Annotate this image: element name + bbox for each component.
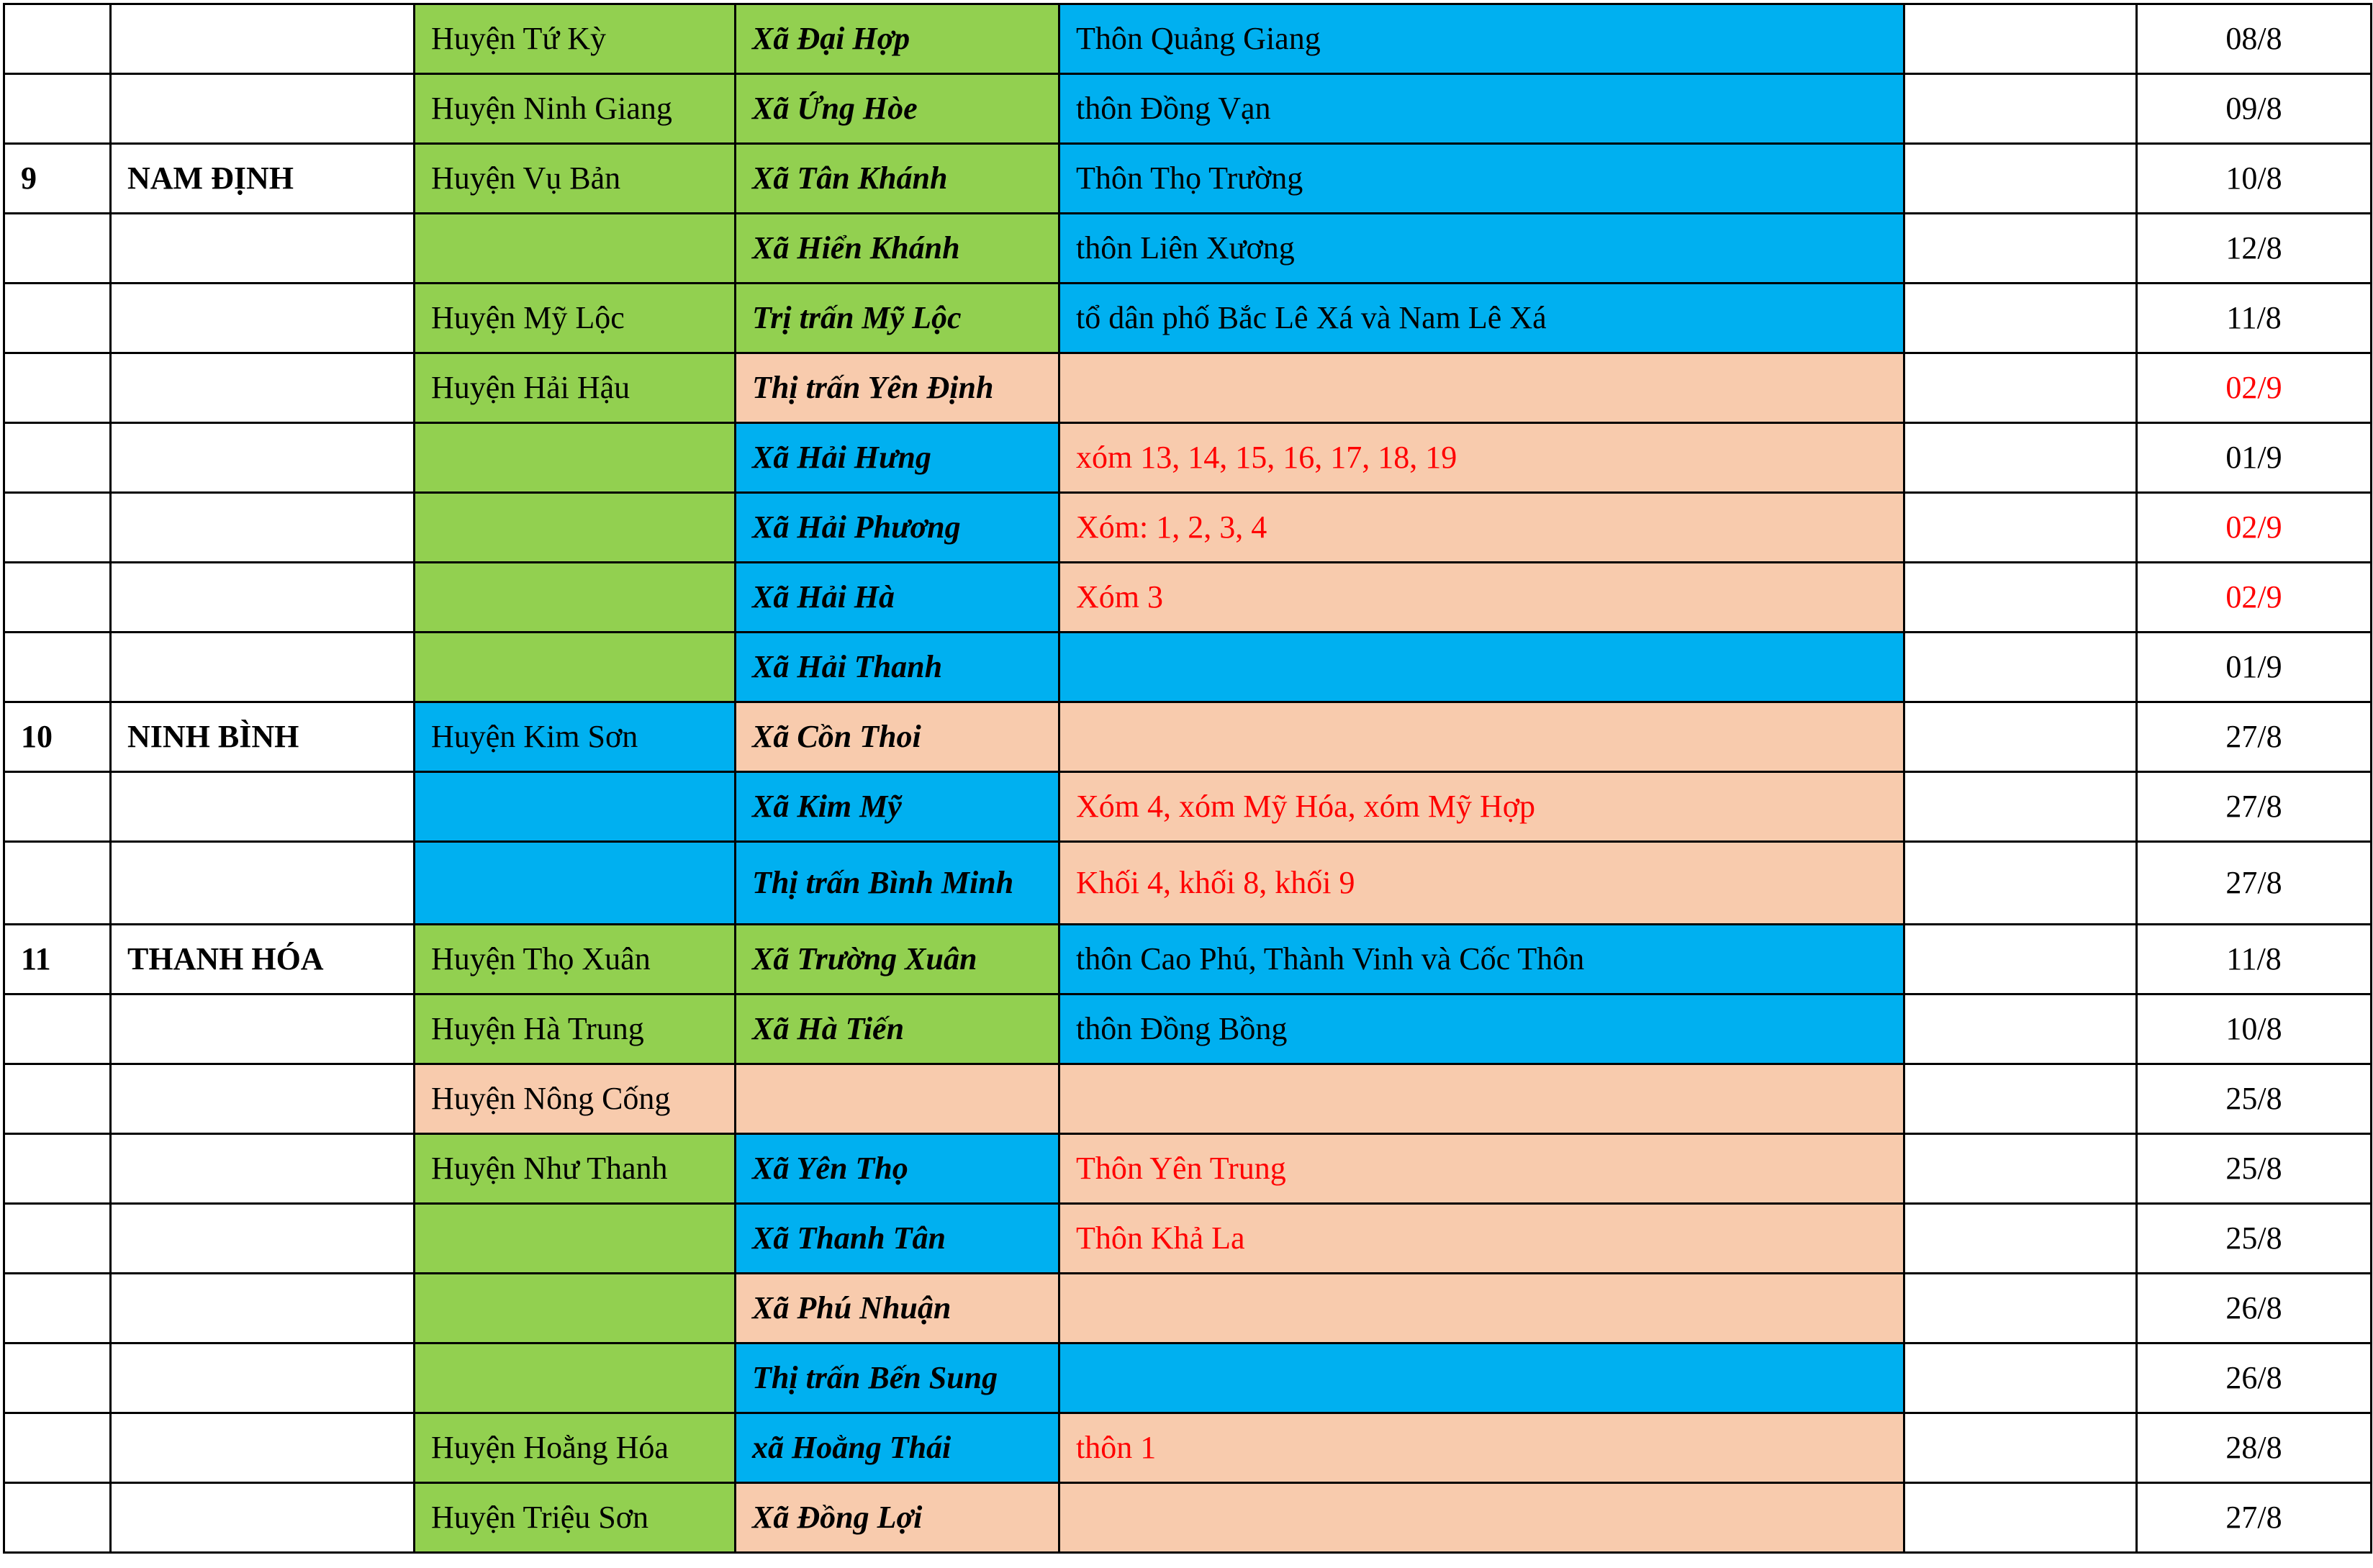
- date-cell: 25/8: [2137, 1064, 2372, 1134]
- village-cell: thôn 1: [1059, 1413, 1904, 1483]
- province-cell: [111, 1204, 415, 1274]
- village-cell: Thôn Khả La: [1059, 1204, 1904, 1274]
- date-cell: 10/8: [2137, 994, 2372, 1064]
- province-cell: [111, 74, 415, 144]
- commune-cell: Xã Yên Thọ: [736, 1134, 1059, 1204]
- district-cell: [415, 214, 736, 284]
- table-row: [4, 493, 2372, 563]
- extra-cell: [1904, 1274, 2137, 1343]
- table-row: [4, 284, 2372, 353]
- province-cell: [111, 353, 415, 423]
- province-cell: [111, 4, 415, 74]
- table-row: [4, 1343, 2372, 1413]
- province-cell: [111, 1064, 415, 1134]
- district-cell: Huyện Kim Sơn: [415, 702, 736, 772]
- date-cell: 26/8: [2137, 1343, 2372, 1413]
- commune-cell: Xã Đại Hợp: [736, 4, 1059, 74]
- province-cell: [111, 493, 415, 563]
- row-number: 10: [4, 702, 111, 772]
- district-cell: [415, 1343, 736, 1413]
- province-cell: [111, 1413, 415, 1483]
- table-row: [4, 1204, 2372, 1274]
- row-number: [4, 284, 111, 353]
- row-number: [4, 1483, 111, 1553]
- row-number: [4, 1064, 111, 1134]
- extra-cell: [1904, 423, 2137, 493]
- district-cell: [415, 842, 736, 925]
- extra-cell: [1904, 772, 2137, 842]
- extra-cell: [1904, 925, 2137, 994]
- date-cell: 25/8: [2137, 1204, 2372, 1274]
- village-cell: [1059, 1343, 1904, 1413]
- row-number: [4, 4, 111, 74]
- row-number: 11: [4, 925, 111, 994]
- extra-cell: [1904, 1343, 2137, 1413]
- village-cell: Thôn Yên Trung: [1059, 1134, 1904, 1204]
- district-cell: Huyện Hà Trung: [415, 994, 736, 1064]
- village-cell: Khối 4, khối 8, khối 9: [1059, 842, 1904, 925]
- extra-cell: [1904, 1134, 2137, 1204]
- commune-cell: Xã Ứng Hòe: [736, 74, 1059, 144]
- row-number: [4, 493, 111, 563]
- province-cell: NINH BÌNH: [111, 702, 415, 772]
- commune-cell: Xã Tân Khánh: [736, 144, 1059, 214]
- extra-cell: [1904, 74, 2137, 144]
- extra-cell: [1904, 144, 2137, 214]
- commune-cell: Trị trấn Mỹ Lộc: [736, 284, 1059, 353]
- district-cell: Huyện Triệu Sơn: [415, 1483, 736, 1553]
- village-cell: [1059, 353, 1904, 423]
- village-cell: [1059, 1483, 1904, 1553]
- district-cell: Huyện Nông Cống: [415, 1064, 736, 1134]
- table-row: [4, 842, 2372, 925]
- table-row: [4, 4, 2372, 74]
- date-cell: 08/8: [2137, 4, 2372, 74]
- date-cell: 01/9: [2137, 423, 2372, 493]
- province-cell: [111, 1483, 415, 1553]
- commune-cell: Xã Kim Mỹ: [736, 772, 1059, 842]
- row-number: [4, 1204, 111, 1274]
- village-cell: Xóm: 1, 2, 3, 4: [1059, 493, 1904, 563]
- village-cell: thôn Liên Xương: [1059, 214, 1904, 284]
- province-cell: [111, 284, 415, 353]
- date-cell: 11/8: [2137, 925, 2372, 994]
- extra-cell: [1904, 633, 2137, 702]
- table-row: [4, 563, 2372, 633]
- district-cell: [415, 772, 736, 842]
- extra-cell: [1904, 1064, 2137, 1134]
- village-cell: thôn Đồng Vạn: [1059, 74, 1904, 144]
- table-row: [4, 1274, 2372, 1343]
- province-cell: [111, 842, 415, 925]
- province-cell: [111, 563, 415, 633]
- date-cell: 12/8: [2137, 214, 2372, 284]
- village-cell: [1059, 633, 1904, 702]
- village-cell: thôn Cao Phú, Thành Vinh và Cốc Thôn: [1059, 925, 1904, 994]
- extra-cell: [1904, 4, 2137, 74]
- district-cell: [415, 1204, 736, 1274]
- commune-cell: Xã Đồng Lợi: [736, 1483, 1059, 1553]
- province-cell: [111, 1134, 415, 1204]
- province-cell: [111, 1274, 415, 1343]
- commune-cell: Xã Hải Hưng: [736, 423, 1059, 493]
- commune-cell: Xã Hải Thanh: [736, 633, 1059, 702]
- date-cell: 10/8: [2137, 144, 2372, 214]
- table-row: [4, 772, 2372, 842]
- extra-cell: [1904, 994, 2137, 1064]
- district-cell: Huyện Ninh Giang: [415, 74, 736, 144]
- district-cell: Huyện Như Thanh: [415, 1134, 736, 1204]
- district-cell: [415, 1274, 736, 1343]
- table-row: [4, 1483, 2372, 1553]
- commune-cell: Thị trấn Bình Minh: [736, 842, 1059, 925]
- table-row: [4, 214, 2372, 284]
- district-cell: [415, 633, 736, 702]
- village-cell: thôn Đồng Bồng: [1059, 994, 1904, 1064]
- row-number: [4, 563, 111, 633]
- date-cell: 27/8: [2137, 842, 2372, 925]
- date-cell: 02/9: [2137, 493, 2372, 563]
- row-number: [4, 842, 111, 925]
- row-number: [4, 1413, 111, 1483]
- table-row: [4, 353, 2372, 423]
- province-cell: THANH HÓA: [111, 925, 415, 994]
- table-row: [4, 144, 2372, 214]
- extra-cell: [1904, 493, 2137, 563]
- village-cell: Thôn Thọ Trường: [1059, 144, 1904, 214]
- village-cell: Thôn Quảng Giang: [1059, 4, 1904, 74]
- extra-cell: [1904, 284, 2137, 353]
- province-cell: [111, 633, 415, 702]
- date-cell: 02/9: [2137, 563, 2372, 633]
- table-row: [4, 702, 2372, 772]
- province-cell: [111, 214, 415, 284]
- extra-cell: [1904, 1413, 2137, 1483]
- district-cell: Huyện Tứ Kỳ: [415, 4, 736, 74]
- district-cell: [415, 493, 736, 563]
- commune-cell: Xã Hải Hà: [736, 563, 1059, 633]
- row-number: [4, 772, 111, 842]
- row-number: [4, 1274, 111, 1343]
- date-cell: 25/8: [2137, 1134, 2372, 1204]
- village-cell: [1059, 1064, 1904, 1134]
- date-cell: 02/9: [2137, 353, 2372, 423]
- row-number: 9: [4, 144, 111, 214]
- extra-cell: [1904, 353, 2137, 423]
- row-number: [4, 74, 111, 144]
- commune-cell: Thị trấn Bến Sung: [736, 1343, 1059, 1413]
- village-cell: Xóm 3: [1059, 563, 1904, 633]
- district-cell: Huyện Mỹ Lộc: [415, 284, 736, 353]
- table-row: [4, 1064, 2372, 1134]
- commune-cell: Xã Thanh Tân: [736, 1204, 1059, 1274]
- row-number: [4, 1343, 111, 1413]
- province-cell: [111, 772, 415, 842]
- district-cell: Huyện Hải Hậu: [415, 353, 736, 423]
- commune-cell: xã Hoằng Thái: [736, 1413, 1059, 1483]
- commune-cell: Xã Hà Tiến: [736, 994, 1059, 1064]
- village-cell: Xóm 4, xóm Mỹ Hóa, xóm Mỹ Hợp: [1059, 772, 1904, 842]
- row-number: [4, 214, 111, 284]
- table-row: [4, 1413, 2372, 1483]
- village-cell: [1059, 702, 1904, 772]
- extra-cell: [1904, 214, 2137, 284]
- commune-cell: Xã Phú Nhuận: [736, 1274, 1059, 1343]
- province-cell: NAM ĐỊNH: [111, 144, 415, 214]
- commune-cell: Xã Cồn Thoi: [736, 702, 1059, 772]
- extra-cell: [1904, 842, 2137, 925]
- date-cell: 28/8: [2137, 1413, 2372, 1483]
- table-row: [4, 994, 2372, 1064]
- extra-cell: [1904, 563, 2137, 633]
- table-row: [4, 74, 2372, 144]
- village-cell: [1059, 1274, 1904, 1343]
- commune-cell: Xã Hiển Khánh: [736, 214, 1059, 284]
- district-cell: Huyện Thọ Xuân: [415, 925, 736, 994]
- row-number: [4, 423, 111, 493]
- row-number: [4, 1134, 111, 1204]
- commune-cell: [736, 1064, 1059, 1134]
- village-cell: xóm 13, 14, 15, 16, 17, 18, 19: [1059, 423, 1904, 493]
- date-cell: 27/8: [2137, 772, 2372, 842]
- table-row: [4, 1134, 2372, 1204]
- date-cell: 11/8: [2137, 284, 2372, 353]
- village-cell: tổ dân phố Bắc Lê Xá và Nam Lê Xá: [1059, 284, 1904, 353]
- commune-cell: Xã Trường Xuân: [736, 925, 1059, 994]
- district-cell: [415, 423, 736, 493]
- commune-cell: Xã Hải Phương: [736, 493, 1059, 563]
- table-row: [4, 925, 2372, 994]
- date-cell: 27/8: [2137, 1483, 2372, 1553]
- date-cell: 09/8: [2137, 74, 2372, 144]
- province-cell: [111, 1343, 415, 1413]
- outbreak-schedule-table: [3, 3, 2372, 1554]
- date-cell: 27/8: [2137, 702, 2372, 772]
- row-number: [4, 994, 111, 1064]
- table-row: [4, 423, 2372, 493]
- district-cell: Huyện Hoằng Hóa: [415, 1413, 736, 1483]
- date-cell: 26/8: [2137, 1274, 2372, 1343]
- province-cell: [111, 994, 415, 1064]
- date-cell: 01/9: [2137, 633, 2372, 702]
- province-cell: [111, 423, 415, 493]
- district-cell: Huyện Vụ Bản: [415, 144, 736, 214]
- table-row: [4, 633, 2372, 702]
- row-number: [4, 633, 111, 702]
- district-cell: [415, 563, 736, 633]
- commune-cell: Thị trấn Yên Định: [736, 353, 1059, 423]
- extra-cell: [1904, 1204, 2137, 1274]
- extra-cell: [1904, 1483, 2137, 1553]
- extra-cell: [1904, 702, 2137, 772]
- row-number: [4, 353, 111, 423]
